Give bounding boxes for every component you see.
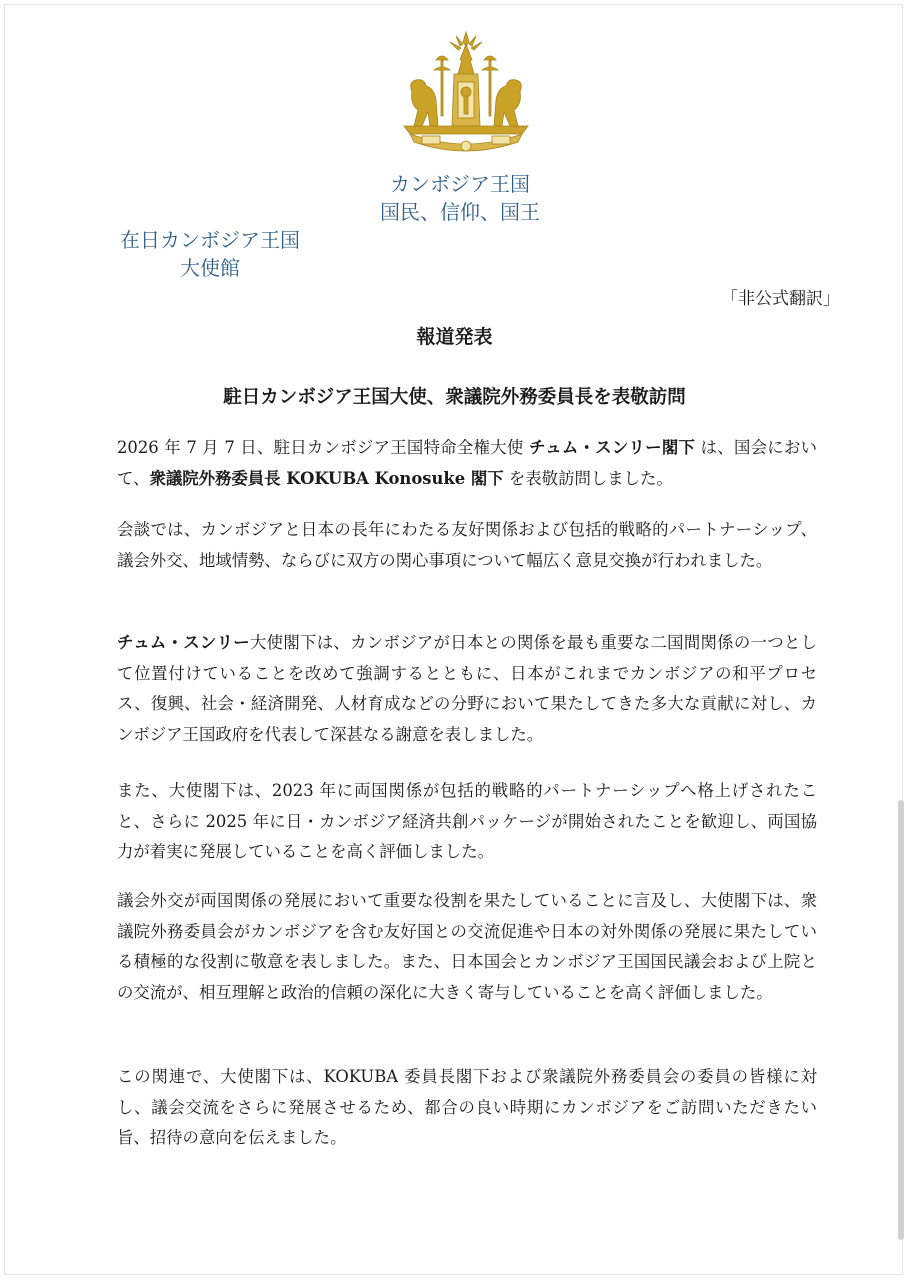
unofficial-translation-note: 「非公式翻訳」 (721, 289, 840, 309)
country-name: カンボジア王国 (390, 172, 530, 196)
embassy-name-line1: 在日カンボジア王国 (120, 228, 300, 252)
paragraph-1-text-c: を表敬訪問しました。 (508, 468, 673, 488)
paragraph-4-text: また、大使閣下は、2023 年に両国関係が包括的戦略的パートナーシップへ格上げされたこと、さらに 2025 年に日・カンボジア経済共創パッケージが開始されたことを歓迎し、両国協力が着実に発展していることを高く評価しました。 (117, 781, 817, 861)
chairman-name: 衆議院外務委員長 KOKUBA Konosuke 閣下 (149, 468, 504, 488)
national-motto: 国民、信仰、国王 (380, 200, 540, 224)
ambassador-name: チュム・スンリー閣下 (529, 438, 696, 457)
paragraph-5 (117, 886, 817, 1008)
embassy-name-line2: 大使館 (180, 256, 240, 280)
paragraph-3 (117, 628, 817, 750)
scrollbar[interactable] (898, 800, 904, 1240)
paragraph-5-text: 議会外交が両国関係の発展において重要な役割を果たしていることに言及し、大使閣下は、衆議院外務委員会がカンボジアを含む友好国との交流促進や日本の対外関係の発展に果たしている積極的な役割に敬意を表しました。また、日本国会とカンボジア王国国民議会および上院との交流が、相互理解と政治的信頼の深化に大きく寄与していることを高く評価しました。 (117, 891, 817, 1002)
paragraph-1 (117, 433, 817, 494)
paragraph-3-text: 大使閣下は、カンボジアが日本との関係を最も重要な二国間関係の一つとして位置付けていることを改めて強調するとともに、日本がこれまでカンボジアの和平プロセス、復興、社会・経済開発、人材育成などの分野において果たしてきた多大な貢献に対し、カンボジア王国政府を代表して深甚なる謝意を表しました。 (117, 633, 818, 744)
paragraph-1-text-a: 2026 年 7 月 7 日、駐日カンボジア王国特命全権大使 (117, 438, 524, 457)
paragraph-6-text: この関連で、大使閣下は、KOKUBA 委員長閣下および衆議院外務委員会の委員の皆様に対し、議会交流をさらに発展させるため、都合の良い時期にカンボジアをご訪問いただきたい旨、招待の意向を伝えました。 (117, 1067, 817, 1147)
paragraph-4 (117, 776, 817, 868)
headline: 駐日カンボジア王国大使、衆議院外務委員長を表敬訪問 (223, 387, 686, 408)
paragraph-6 (117, 1062, 817, 1154)
paragraph-1-text-b: は、国会において、 (117, 438, 817, 488)
press-release-title: 報道発表 (416, 326, 493, 348)
ambassador-name-short: チュム・スンリー (117, 633, 250, 652)
paragraph-2 (117, 515, 817, 576)
royal-coat-of-arms-icon (400, 30, 532, 158)
paragraph-2-text: 会談では、カンボジアと日本の長年にわたる友好関係および包括的戦略的パートナーシップ、議会外交、地域情勢、ならびに双方の関心事項について幅広く意見交換が行われました。 (117, 520, 817, 570)
